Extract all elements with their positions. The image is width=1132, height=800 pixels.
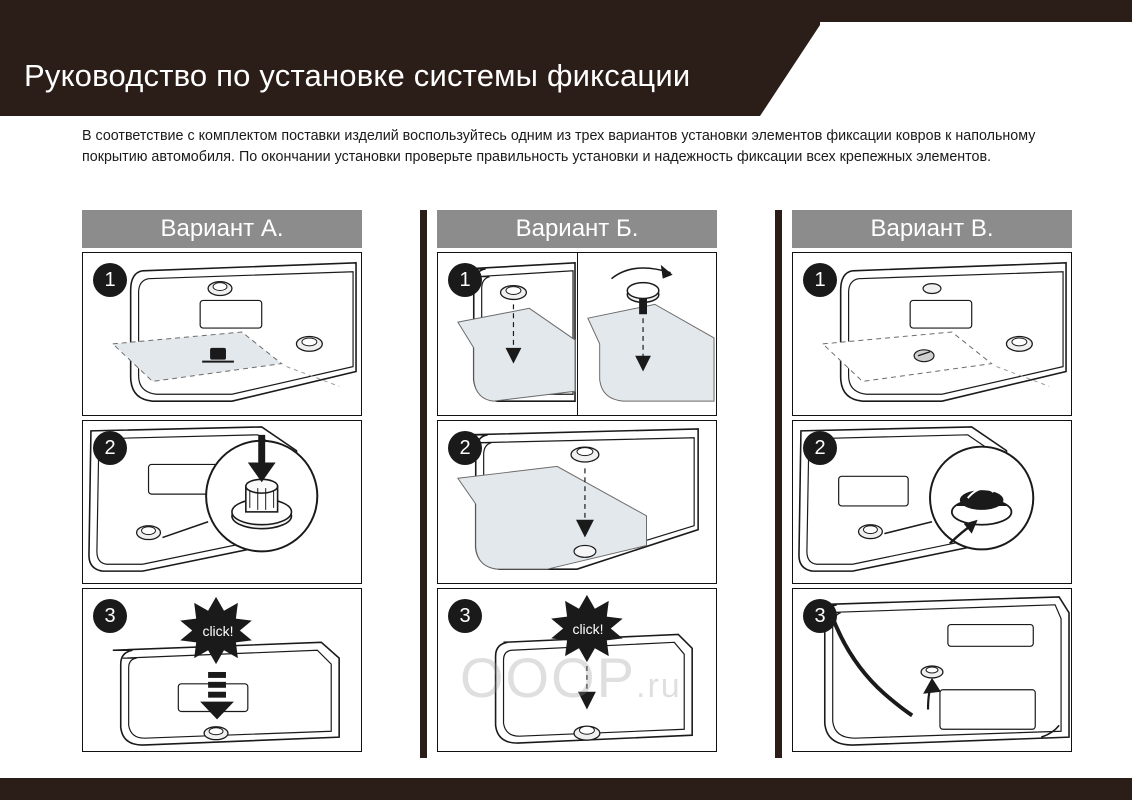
page-title: Руководство по установке системы фиксации <box>24 58 691 93</box>
variant-a-step-2-badge: 2 <box>93 431 127 465</box>
variant-a-title: Вариант А. <box>82 210 362 248</box>
top-border-bar <box>0 0 1132 22</box>
variant-a-step-3-badge: 3 <box>93 599 127 633</box>
variant-a-step-1-badge: 1 <box>93 263 127 297</box>
variant-b-step-2-badge: 2 <box>448 431 482 465</box>
header-notch <box>820 22 1132 116</box>
variant-a-step-3-panel <box>82 588 362 752</box>
bottom-border-bar <box>0 778 1132 800</box>
variant-c-step-1-panel <box>792 252 1072 416</box>
variant-c-step-1-badge: 1 <box>803 263 837 297</box>
variant-column-c <box>792 210 1072 758</box>
variant-b-step-2-panel <box>437 420 717 584</box>
variant-b-step-3-badge: 3 <box>448 599 482 633</box>
variant-a-step-2-panel <box>82 420 362 584</box>
variant-b-step-1-right <box>577 253 716 415</box>
variant-c-step-2-badge: 2 <box>803 431 837 465</box>
variant-column-b <box>437 210 717 758</box>
header-notch-bevel <box>760 22 822 116</box>
variant-c-step-2-panel <box>792 420 1072 584</box>
variant-b-step-1-badge: 1 <box>448 263 482 297</box>
intro-paragraph: В соответствие с комплектом поставки изделий воспользуйтесь одним из трех вариантов установки элементов фиксации ковров к напольному покрытию автомобиля. По окончании установки проверьте правильность установки и надежность фиксации всех крепежных элементов. <box>82 128 1036 165</box>
variant-a-step-1-panel <box>82 252 362 416</box>
variant-c-title: Вариант В. <box>792 210 1072 248</box>
variant-b-step-1-right-illustration <box>578 253 716 415</box>
variant-b-title: Вариант Б. <box>437 210 717 248</box>
variant-b-step-1-panel <box>437 252 717 416</box>
variant-b-step-1-left <box>438 253 577 415</box>
variant-a-click-label: click! <box>202 623 234 639</box>
variant-b-click-label: click! <box>572 621 604 637</box>
watermark-suffix: .ru <box>636 667 682 705</box>
variant-c-step-3-badge: 3 <box>803 599 837 633</box>
watermark-text: OOOP <box>460 646 637 709</box>
variant-c-step-3-panel <box>792 588 1072 752</box>
variant-column-a <box>82 210 362 758</box>
variant-b-step-3-panel <box>437 588 717 752</box>
variants-container <box>82 210 1072 758</box>
